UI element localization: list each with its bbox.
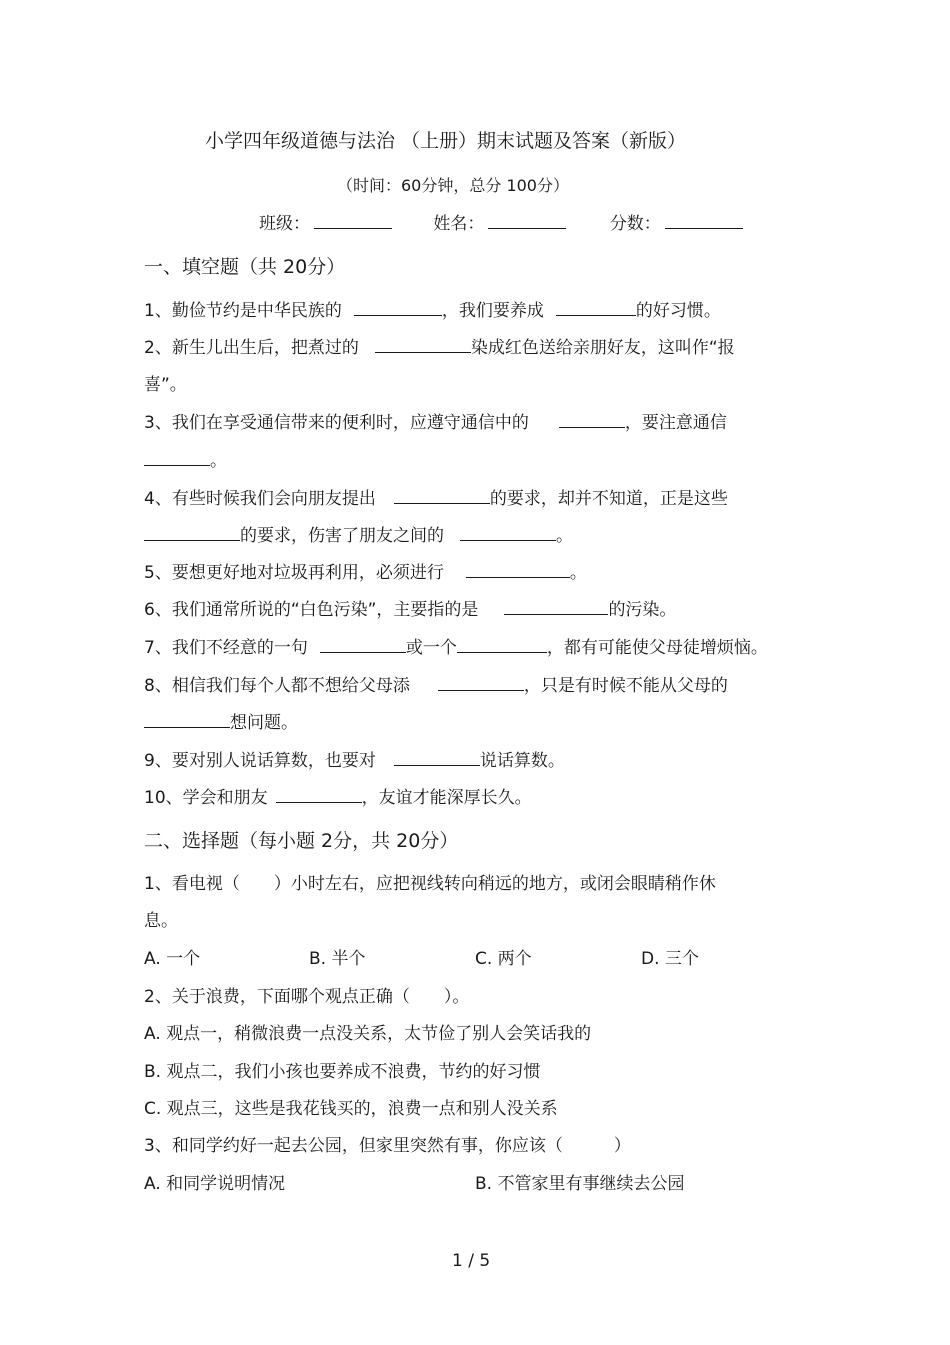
q5-text-a: 5、要想更好地对垃圾再利用，必须进行	[144, 563, 444, 583]
q10-text-b: ，友谊才能深厚长久。	[361, 788, 532, 808]
question-10	[144, 786, 532, 809]
q9-blank-1[interactable]	[394, 749, 480, 766]
q3-blank-1[interactable]	[559, 411, 625, 428]
student-info-row	[259, 212, 743, 235]
q1-text-b: ，我们要养成	[441, 301, 544, 321]
q6-text-a: 6、我们通常所说的“白色污染”，主要指的是	[144, 600, 479, 620]
question-2-cont: 喜”。	[144, 375, 187, 395]
q4-blank-2[interactable]	[144, 524, 240, 541]
score-blank[interactable]	[665, 212, 743, 229]
question-1	[144, 299, 721, 322]
class-label: 班级：	[259, 214, 310, 234]
q5-text-b: 。	[569, 563, 587, 583]
score-label: 分数：	[609, 214, 661, 234]
question-8-cont	[144, 711, 298, 734]
q7-text-c: ，都有可能使父母徒增烦恼。	[546, 638, 768, 658]
question-3-cont	[144, 449, 227, 472]
q10-blank-1[interactable]	[276, 786, 362, 803]
class-blank[interactable]	[314, 212, 392, 229]
mc-q1-option-d[interactable]: D. 三个	[641, 949, 699, 969]
q10-text-a: 10、学会和朋友	[144, 788, 268, 808]
q4-text-b: 的要求，却并不知道，正是这些	[489, 489, 728, 509]
mc-question-2: 2、关于浪费，下面哪个观点正确（ ）。	[144, 987, 470, 1007]
mc-q2-option-b[interactable]: B. 观点二，我们小孩也要养成不浪费，节约的好习惯	[144, 1062, 541, 1082]
q4-text-d: 。	[556, 526, 573, 546]
q4-text-c: 的要求，伤害了朋友之间的	[240, 526, 444, 546]
q3-text-a: 3、我们在享受通信带来的便利时，应遵守通信中的	[144, 413, 529, 433]
question-7	[144, 636, 768, 659]
q1-text-c: 的好习惯。	[635, 301, 721, 321]
mc-q1-option-b[interactable]: B. 半个	[309, 949, 366, 969]
q4-text-a: 4、有些时候我们会向朋友提出	[144, 489, 376, 509]
exam-subtitle: （时间：60分钟，总分 100分）	[337, 176, 569, 195]
q7-blank-2[interactable]	[457, 636, 547, 653]
q3-text-b: ，要注意通信	[624, 413, 727, 433]
q8-blank-2[interactable]	[144, 711, 230, 728]
section-heading-multiple-choice: 二、选择题（每小题 2分，共 20分）	[144, 830, 459, 852]
page-number: 1 / 5	[452, 1251, 491, 1271]
question-2	[144, 336, 735, 359]
question-4-cont	[144, 524, 573, 547]
q3-text-c: 。	[210, 451, 227, 471]
mc-question-1-cont: 息。	[144, 911, 178, 931]
q9-text-b: 说话算数。	[479, 751, 565, 771]
mc-q1-option-c[interactable]: C. 两个	[475, 949, 532, 969]
mc-q3-option-a[interactable]: A. 和同学说明情况	[144, 1174, 286, 1194]
q5-blank-1[interactable]	[466, 561, 570, 578]
exam-title: 小学四年级道德与法治 （上册）期末试题及答案（新版）	[205, 130, 687, 152]
q2-text-a: 2、新生儿出生后，把煮过的	[144, 338, 359, 358]
mc-q2-option-c[interactable]: C. 观点三，这些是我花钱买的，浪费一点和别人没关系	[144, 1099, 558, 1119]
q3-blank-2[interactable]	[144, 449, 210, 466]
q2-text-b: 染成红色送给亲朋好友，这叫作“报	[470, 338, 735, 358]
section-heading-fill-in: 一、填空题（共 20分）	[144, 256, 346, 278]
name-label: 姓名：	[433, 214, 485, 234]
mc-q1-option-a[interactable]: A. 一个	[144, 949, 201, 969]
q1-blank-1[interactable]	[354, 299, 442, 316]
q6-blank-1[interactable]	[504, 598, 608, 615]
question-9	[144, 749, 565, 772]
question-5	[144, 561, 587, 584]
q7-text-a: 7、我们不经意的一句	[144, 638, 308, 658]
question-6	[144, 598, 676, 621]
q8-text-a: 8、相信我们每个人都不想给父母添	[144, 676, 410, 696]
q7-blank-1[interactable]	[320, 636, 406, 653]
question-8	[144, 674, 728, 697]
q6-text-b: 的污染。	[608, 600, 677, 620]
q9-text-a: 9、要对别人说话算数，也要对	[144, 751, 376, 771]
question-3	[144, 411, 727, 434]
mc-q3-option-b[interactable]: B. 不管家里有事继续去公园	[475, 1174, 685, 1194]
mc-question-3: 3、和同学约好一起去公园，但家里突然有事，你应该（ ）	[144, 1136, 631, 1156]
q8-text-b: ，只是有时候不能从父母的	[523, 676, 728, 696]
q2-blank-1[interactable]	[375, 336, 471, 353]
q4-blank-3[interactable]	[460, 524, 556, 541]
q1-blank-2[interactable]	[556, 299, 636, 316]
mc-question-1: 1、看电视（ ）小时左右，应把视线转向稍远的地方，或闭会眼睛稍作休	[144, 874, 716, 894]
q8-text-c: 想问题。	[230, 713, 298, 733]
q1-text-a: 1、勤俭节约是中华民族的	[144, 301, 342, 321]
q7-text-b: 或一个	[405, 638, 457, 658]
name-blank[interactable]	[488, 212, 566, 229]
q4-blank-1[interactable]	[394, 487, 490, 504]
q8-blank-1[interactable]	[438, 674, 524, 691]
mc-q2-option-a[interactable]: A. 观点一，稍微浪费一点没关系，太节俭了别人会笑话我的	[144, 1024, 592, 1044]
question-4	[144, 487, 728, 510]
